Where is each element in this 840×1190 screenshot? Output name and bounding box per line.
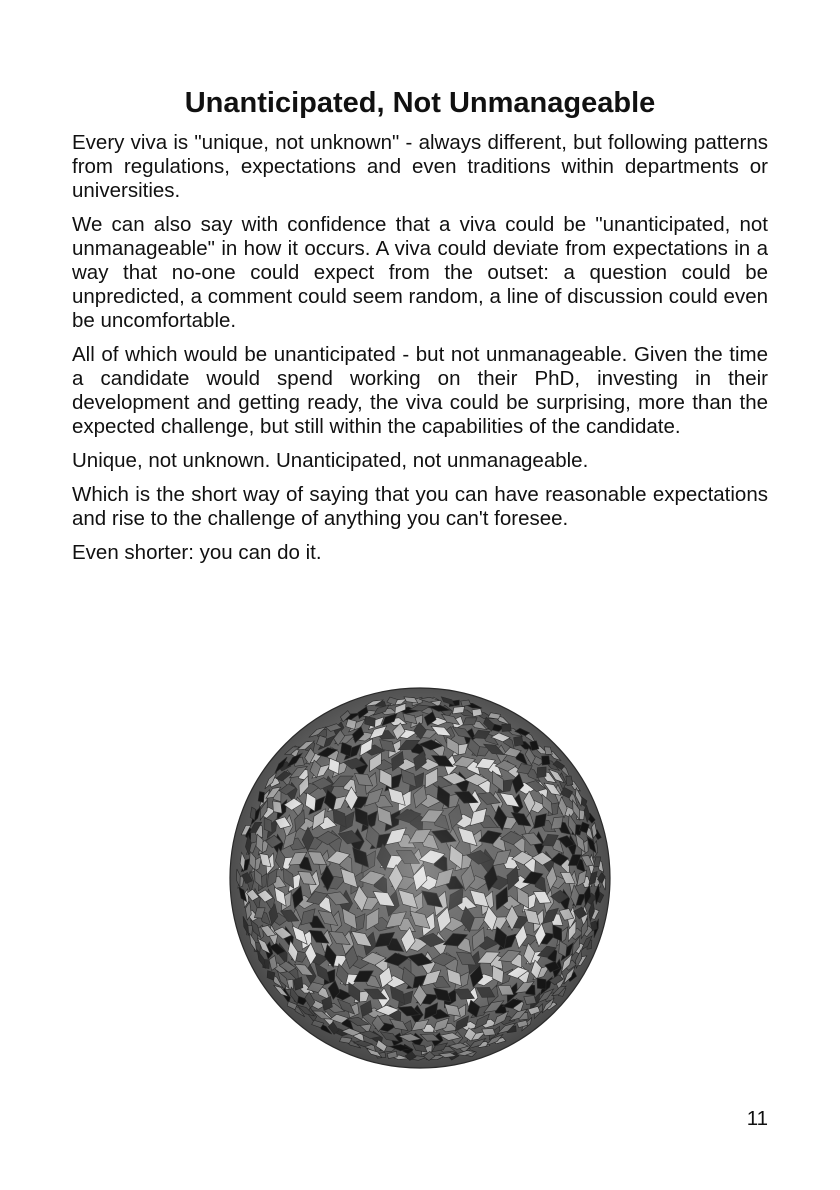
paragraph-3: All of which would be unanticipated - but not unmanageable. Given the time a candidate would spend working on their PhD, investing in their development and getting ready, the viva could be surprising, more than the expected challenge, but still within the capabilities of the candidate.: [72, 343, 768, 438]
paragraph-5: Which is the short way of saying that you can have reasonable expectations and rise to the challenge of anything you can't foresee.: [72, 483, 768, 530]
paragraph-1: Every viva is "unique, not unknown" - always different, but following patterns from regulations, expectations and even traditions within departments or universities.: [72, 131, 768, 202]
body-text: [72, 131, 768, 575]
paragraph-2: We can also say with confidence that a viva could be "unanticipated, not unmanageable" in how it occurs. A viva could deviate from expectations in a way that no-one could expect from the outset: a question could be unpredicted, a comment could seem random, a line of discussion could even be uncomfortable.: [72, 213, 768, 332]
page-title: Unanticipated, Not Unmanageable: [184, 87, 656, 119]
tiled-sphere-illustration: [228, 686, 612, 1070]
penrose-sphere-icon: [228, 686, 612, 1070]
page-number: 11: [746, 1107, 768, 1130]
paragraph-4: Unique, not unknown. Unanticipated, not unmanageable.: [72, 449, 589, 472]
paragraph-6: Even shorter: you can do it.: [72, 541, 322, 564]
